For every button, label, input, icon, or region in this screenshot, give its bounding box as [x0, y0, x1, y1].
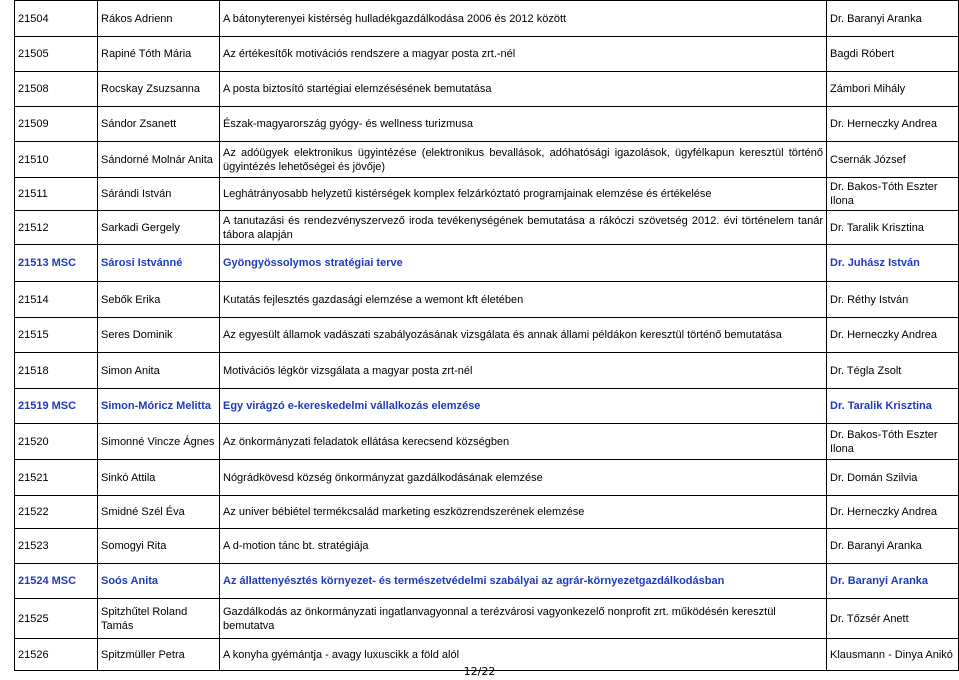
student-name: Simon-Móricz Melitta — [98, 389, 220, 424]
row-id: 21526 — [15, 639, 98, 671]
table-row — [15, 424, 959, 460]
thesis-title: Motivációs légkör vizsgálata a magyar posta zrt-nél — [220, 353, 827, 389]
thesis-title: Leghátrányosabb helyzetű kistérségek komplex felzárkóztató programjainak elemzése és értékelése — [220, 178, 827, 211]
row-id: 21515 — [15, 318, 98, 353]
thesis-title: Az önkormányzati feladatok ellátása kerecsend községben — [220, 424, 827, 460]
student-name: Sinkó Attila — [98, 460, 220, 496]
thesis-table-body — [15, 1, 959, 671]
table-row — [15, 72, 959, 107]
student-name: Spitzhűtel Roland Tamás — [98, 599, 220, 639]
row-id: 21520 — [15, 424, 98, 460]
row-id: 21521 — [15, 460, 98, 496]
student-name: Spitzmüller Petra — [98, 639, 220, 671]
thesis-title: A d-motion tánc bt. stratégiája — [220, 529, 827, 564]
thesis-title: Gyöngyössolymos stratégiai terve — [220, 245, 827, 282]
table-row — [15, 496, 959, 529]
thesis-title: A bátonyterenyei kistérség hulladékgazdálkodása 2006 és 2012 között — [220, 1, 827, 37]
thesis-title: Kutatás fejlesztés gazdasági elemzése a wemont kft életében — [220, 282, 827, 318]
row-id: 21522 — [15, 496, 98, 529]
table-row-highlighted — [15, 245, 959, 282]
row-id: 21508 — [15, 72, 98, 107]
supervisor-name: Dr. Baranyi Aranka — [827, 529, 959, 564]
row-id: 21509 — [15, 107, 98, 142]
student-name: Smidné Szél Éva — [98, 496, 220, 529]
student-name: Sándor Zsanett — [98, 107, 220, 142]
row-id: 21518 — [15, 353, 98, 389]
table-row — [15, 107, 959, 142]
supervisor-name: Dr. Réthy István — [827, 282, 959, 318]
supervisor-name: Dr. Taralik Krisztina — [827, 211, 959, 245]
table-row — [15, 460, 959, 496]
thesis-title: Nógrádkövesd község önkormányzat gazdálkodásának elemzése — [220, 460, 827, 496]
student-name: Somogyi Rita — [98, 529, 220, 564]
thesis-title: Az értékesítők motivációs rendszere a magyar posta zrt.-nél — [220, 37, 827, 72]
student-name: Rákos Adrienn — [98, 1, 220, 37]
supervisor-name: Dr. Domán Szilvia — [827, 460, 959, 496]
row-id: 21523 — [15, 529, 98, 564]
supervisor-name: Dr. Bakos-Tóth Eszter Ilona — [827, 178, 959, 211]
student-name: Sárosi Istvánné — [98, 245, 220, 282]
student-name: Sárándi István — [98, 178, 220, 211]
supervisor-name: Zámbori Mihály — [827, 72, 959, 107]
thesis-title: A tanutazási és rendezvényszervező iroda tevékenységének bemutatása a rákóczi szövetség 2012. évi történelem tanár tábora alapján — [220, 211, 827, 245]
supervisor-name: Dr. Baranyi Aranka — [827, 564, 959, 599]
thesis-title: Gazdálkodás az önkormányzati ingatlanvagyonnal a terézvárosi vagyonkezelő nonprofit zrt. működésén keresztül bemutatva — [220, 599, 827, 639]
student-name: Soós Anita — [98, 564, 220, 599]
thesis-title: Az egyesült államok vadászati szabályozásának vizsgálata és annak állami példákon keresztül történő bemutatása — [220, 318, 827, 353]
row-id: 21514 — [15, 282, 98, 318]
thesis-title: A konyha gyémántja - avagy luxuscikk a föld alól — [220, 639, 827, 671]
supervisor-name: Dr. Tőzsér Anett — [827, 599, 959, 639]
row-id: 21524 MSC — [15, 564, 98, 599]
supervisor-name: Dr. Herneczky Andrea — [827, 318, 959, 353]
supervisor-name: Dr. Bakos-Tóth Eszter Ilona — [827, 424, 959, 460]
student-name: Sarkadi Gergely — [98, 211, 220, 245]
table-row — [15, 37, 959, 72]
supervisor-name: Dr. Tégla Zsolt — [827, 353, 959, 389]
supervisor-name: Bagdi Róbert — [827, 37, 959, 72]
row-id: 21510 — [15, 142, 98, 178]
student-name: Rocskay Zsuzsanna — [98, 72, 220, 107]
supervisor-name: Klausmann - Dinya Anikó — [827, 639, 959, 671]
thesis-table — [14, 0, 959, 671]
row-id: 21519 MSC — [15, 389, 98, 424]
thesis-title: Észak-magyarország gyógy- és wellness turizmusa — [220, 107, 827, 142]
row-id: 21513 MSC — [15, 245, 98, 282]
student-name: Simon Anita — [98, 353, 220, 389]
supervisor-name: Csernák József — [827, 142, 959, 178]
thesis-title: Az univer bébiétel termékcsalád marketing eszközrendszerének elemzése — [220, 496, 827, 529]
thesis-title: A posta biztosító startégiai elemzésésének bemutatása — [220, 72, 827, 107]
supervisor-name: Dr. Juhász István — [827, 245, 959, 282]
student-name: Rapiné Tóth Mária — [98, 37, 220, 72]
table-row — [15, 353, 959, 389]
student-name: Seres Dominik — [98, 318, 220, 353]
supervisor-name: Dr. Baranyi Aranka — [827, 1, 959, 37]
thesis-title: Az adóügyek elektronikus ügyintézése (elektronikus bevallások, adóhatósági igazolások, ügyfélkapun keresztül történő ügyintézés lehetőségei és jövője) — [220, 142, 827, 178]
row-id: 21512 — [15, 211, 98, 245]
row-id: 21504 — [15, 1, 98, 37]
supervisor-name: Dr. Herneczky Andrea — [827, 496, 959, 529]
table-row — [15, 178, 959, 211]
table-row — [15, 1, 959, 37]
thesis-title: Az állattenyésztés környezet- és természetvédelmi szabályai az agrár-környezetgazdálkodásban — [220, 564, 827, 599]
student-name: Sándorné Molnár Anita — [98, 142, 220, 178]
row-id: 21525 — [15, 599, 98, 639]
table-row-highlighted — [15, 564, 959, 599]
supervisor-name: Dr. Taralik Krisztina — [827, 389, 959, 424]
table-row — [15, 529, 959, 564]
table-row — [15, 142, 959, 178]
supervisor-name: Dr. Herneczky Andrea — [827, 107, 959, 142]
thesis-title: Egy virágzó e-kereskedelmi vállalkozás elemzése — [220, 389, 827, 424]
row-id: 21511 — [15, 178, 98, 211]
page-number: 12/22 — [463, 665, 496, 678]
row-id: 21505 — [15, 37, 98, 72]
table-row-highlighted — [15, 389, 959, 424]
student-name: Sebők Erika — [98, 282, 220, 318]
table-row — [15, 282, 959, 318]
table-row — [15, 318, 959, 353]
table-row — [15, 211, 959, 245]
student-name: Simonné Vincze Ágnes — [98, 424, 220, 460]
table-row — [15, 599, 959, 639]
